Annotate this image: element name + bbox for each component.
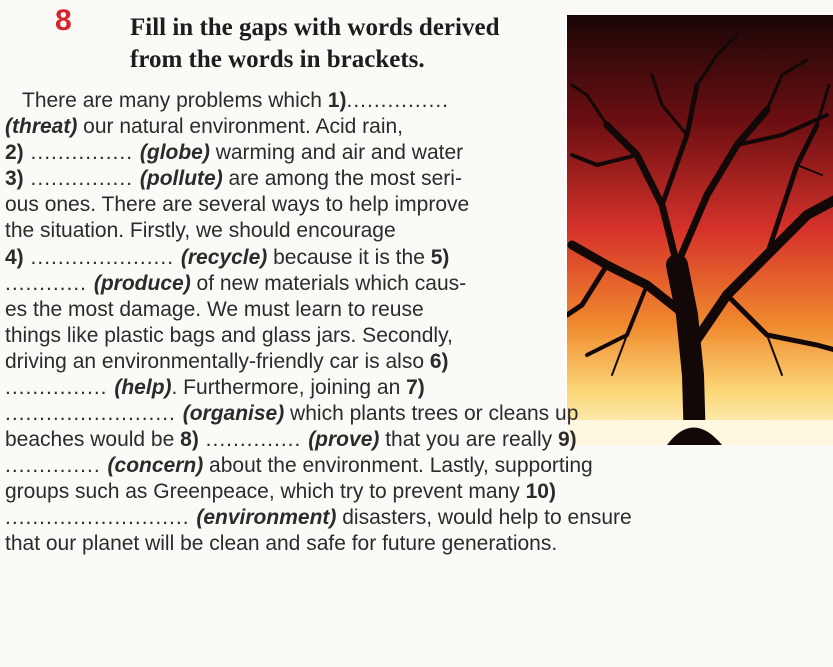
gap-number-1: 1) xyxy=(327,89,347,112)
gap-number-9: 9) xyxy=(557,428,577,451)
word-concern: (concern) xyxy=(107,454,204,477)
word-help: (help) xyxy=(114,376,172,399)
text-line-3: 2) ............... (globe) warming and air and water xyxy=(5,141,464,164)
instruction-line-1: Fill in the gaps with words derived xyxy=(130,14,500,41)
exercise-number: 8 xyxy=(55,4,72,37)
word-produce: (produce) xyxy=(93,272,191,295)
gap-5: ............ xyxy=(5,272,94,295)
gap-2: ............... xyxy=(23,141,140,164)
gap-6: ............... xyxy=(5,376,115,399)
tree-silhouette-image xyxy=(567,15,833,445)
word-threat: (threat) xyxy=(5,115,78,138)
gap-10: ........................... xyxy=(5,506,197,529)
gap-number-6: 6) xyxy=(429,350,449,373)
word-environment: (environment) xyxy=(196,506,337,529)
text-line-14: beaches would be 8) .............. (prove) that you are really 9) xyxy=(5,428,577,451)
text-line-10: things like plastic bags and glass jars. Secondly, xyxy=(5,324,453,347)
word-recycle: (recycle) xyxy=(180,246,268,269)
text-line-4: 3) ............... (pollute) are among the most seri- xyxy=(5,167,462,190)
gap-number-8: 8) xyxy=(180,428,199,451)
word-pollute: (pollute) xyxy=(139,167,223,190)
text-line-17: ........................... (environment) disasters, would help to ensure xyxy=(5,506,632,529)
text-line-11: driving an environmentally-friendly car is also 6) xyxy=(5,350,449,373)
gap-number-10: 10) xyxy=(525,480,556,503)
word-prove: (prove) xyxy=(308,428,380,451)
gap-3: ............... xyxy=(23,167,140,190)
gap-number-4: 4) xyxy=(5,246,24,269)
word-globe: (globe) xyxy=(139,141,210,164)
gap-1: ............... xyxy=(346,89,450,112)
text-line-2: (threat) our natural environment. Acid rain, xyxy=(5,115,404,138)
text-line-8: ............ (produce) of new materials which caus- xyxy=(5,272,467,295)
gap-number-7: 7) xyxy=(406,376,425,399)
text-line-16: groups such as Greenpeace, which try to prevent many 10) xyxy=(5,480,556,503)
text-line-5: ous ones. There are several ways to help improve xyxy=(5,193,470,216)
text-line-1: There are many problems which 1)............... xyxy=(22,89,450,112)
gap-9: .............. xyxy=(5,454,108,477)
gap-8: .............. xyxy=(198,428,309,451)
gap-number-3: 3) xyxy=(5,167,24,190)
text-line-9: es the most damage. We must learn to reuse xyxy=(5,298,424,321)
exercise-instruction xyxy=(130,12,560,76)
text-line-15: .............. (concern) about the environment. Lastly, supporting xyxy=(5,454,593,477)
gap-number-2: 2) xyxy=(5,141,24,164)
tree-sunset-photo xyxy=(565,15,833,445)
gap-7: ......................... xyxy=(5,402,183,425)
gap-4: ..................... xyxy=(23,246,181,269)
instruction-line-2: from the words in brackets. xyxy=(130,46,425,73)
text-line-18: that our planet will be clean and safe for future generations. xyxy=(5,532,558,555)
word-organise: (organise) xyxy=(182,402,285,425)
text-line-12: ............... (help). Furthermore, joining an 7) xyxy=(5,376,425,399)
text-line-13: ......................... (organise) which plants trees or cleans up xyxy=(5,402,579,425)
gap-number-5: 5) xyxy=(430,246,450,269)
text-line-6: the situation. Firstly, we should encourage xyxy=(5,219,396,242)
text-line-7: 4) ..................... (recycle) because it is the 5) xyxy=(5,246,450,269)
